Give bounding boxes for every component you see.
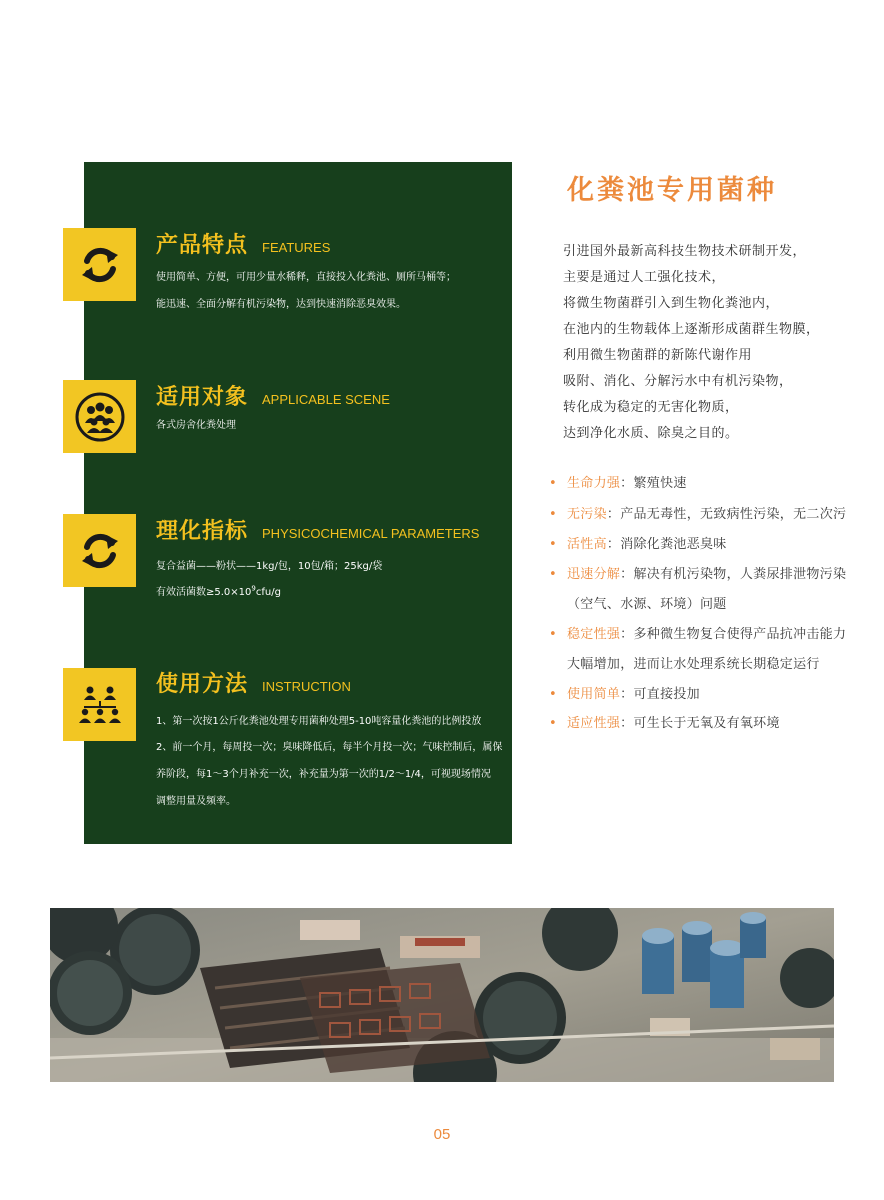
section-text: 养阶段，每1～3个月补充一次，补充量为第一次的1/2～1/4，可视现场情况 (156, 769, 491, 780)
section-title-features: 产品特点 FEATURES (156, 233, 331, 258)
section-text: 使用简单、方便，可用少量水稀释，直接投入化粪池、厕所马桶等； (156, 272, 456, 283)
viable-count: 有效活菌数$\ge 5.0\times 10^9cfu/g$ (156, 584, 281, 598)
section-title-parameters: 理化指标 PHYSICOCHEMICAL PARAMETERS (156, 519, 480, 544)
group-icon (63, 380, 136, 453)
bullet-icon: • (549, 537, 557, 552)
feature-item: • 无污染：产品无毒性，无致病性污染，无二次污 (549, 507, 847, 522)
feature-item: • 生命力强：繁殖快速 (549, 476, 687, 491)
bullet-icon: • (549, 567, 557, 582)
team-icon (63, 668, 136, 741)
intro-line: 达到净化水质、除臭之目的。 (563, 426, 739, 441)
intro-line: 在池内的生物载体上逐渐形成菌群生物膜， (563, 322, 820, 337)
feature-item: • 稳定性强：多种微生物复合使得产品抗冲击能力 (549, 627, 847, 642)
page-title: 化粪池专用菌种 (567, 175, 777, 206)
feature-item-cont: （空气、水源、环境）问题 (567, 597, 727, 612)
intro-line: 利用微生物菌群的新陈代谢作用 (563, 348, 753, 363)
feature-item-cont: 大幅增加，进而让水处理系统长期稳定运行 (567, 657, 820, 672)
section-text: 能迅速、全面分解有机污染物，达到快速消除恶臭效果。 (156, 299, 406, 310)
bullet-icon: • (549, 687, 557, 702)
section-text: 1、第一次按1公斤化粪池处理专用菌种处理5-10吨容量化粪池的比例投放 (156, 716, 482, 727)
refresh-icon (63, 228, 136, 301)
bullet-icon: • (549, 476, 557, 491)
feature-item: • 迅速分解：解决有机污染物，人粪尿排泄物污染 (549, 567, 847, 582)
bullet-icon: • (549, 716, 557, 731)
treatment-plant-photo (50, 908, 834, 1082)
intro-line: 吸附、消化、分解污水中有机污染物， (563, 374, 793, 389)
feature-item: • 使用简单：可直接投加 (549, 687, 700, 702)
section-text: 各式房舍化粪处理 (156, 420, 236, 431)
intro-line: 将微生物菌群引入到生物化粪池内， (563, 296, 780, 311)
section-title-instruction: 使用方法 INSTRUCTION (156, 672, 351, 697)
intro-line: 主要是通过人工强化技术， (563, 270, 726, 285)
bullet-icon: • (549, 507, 557, 522)
section-title-applicable: 适用对象 APPLICABLE SCENE (156, 385, 390, 410)
section-text: 2、前一个月，每周投一次；臭味降低后，每半个月投一次；气味控制后，属保 (156, 742, 503, 753)
intro-line: 引进国外最新高科技生物技术研制开发， (563, 244, 807, 259)
page-number: 05 (433, 1126, 451, 1143)
intro-line: 转化成为稳定的无害化物质， (563, 400, 739, 415)
section-text: 调整用量及频率。 (156, 796, 236, 807)
refresh-icon (63, 514, 136, 587)
section-text: 复合益菌——粉状——1kg/包，10包/箱；25kg/袋 (156, 561, 383, 572)
bullet-icon: • (549, 627, 557, 642)
feature-item: • 适应性强：可生长于无氧及有氧环境 (549, 716, 780, 731)
feature-item: • 活性高：消除化粪池恶臭味 (549, 537, 727, 552)
